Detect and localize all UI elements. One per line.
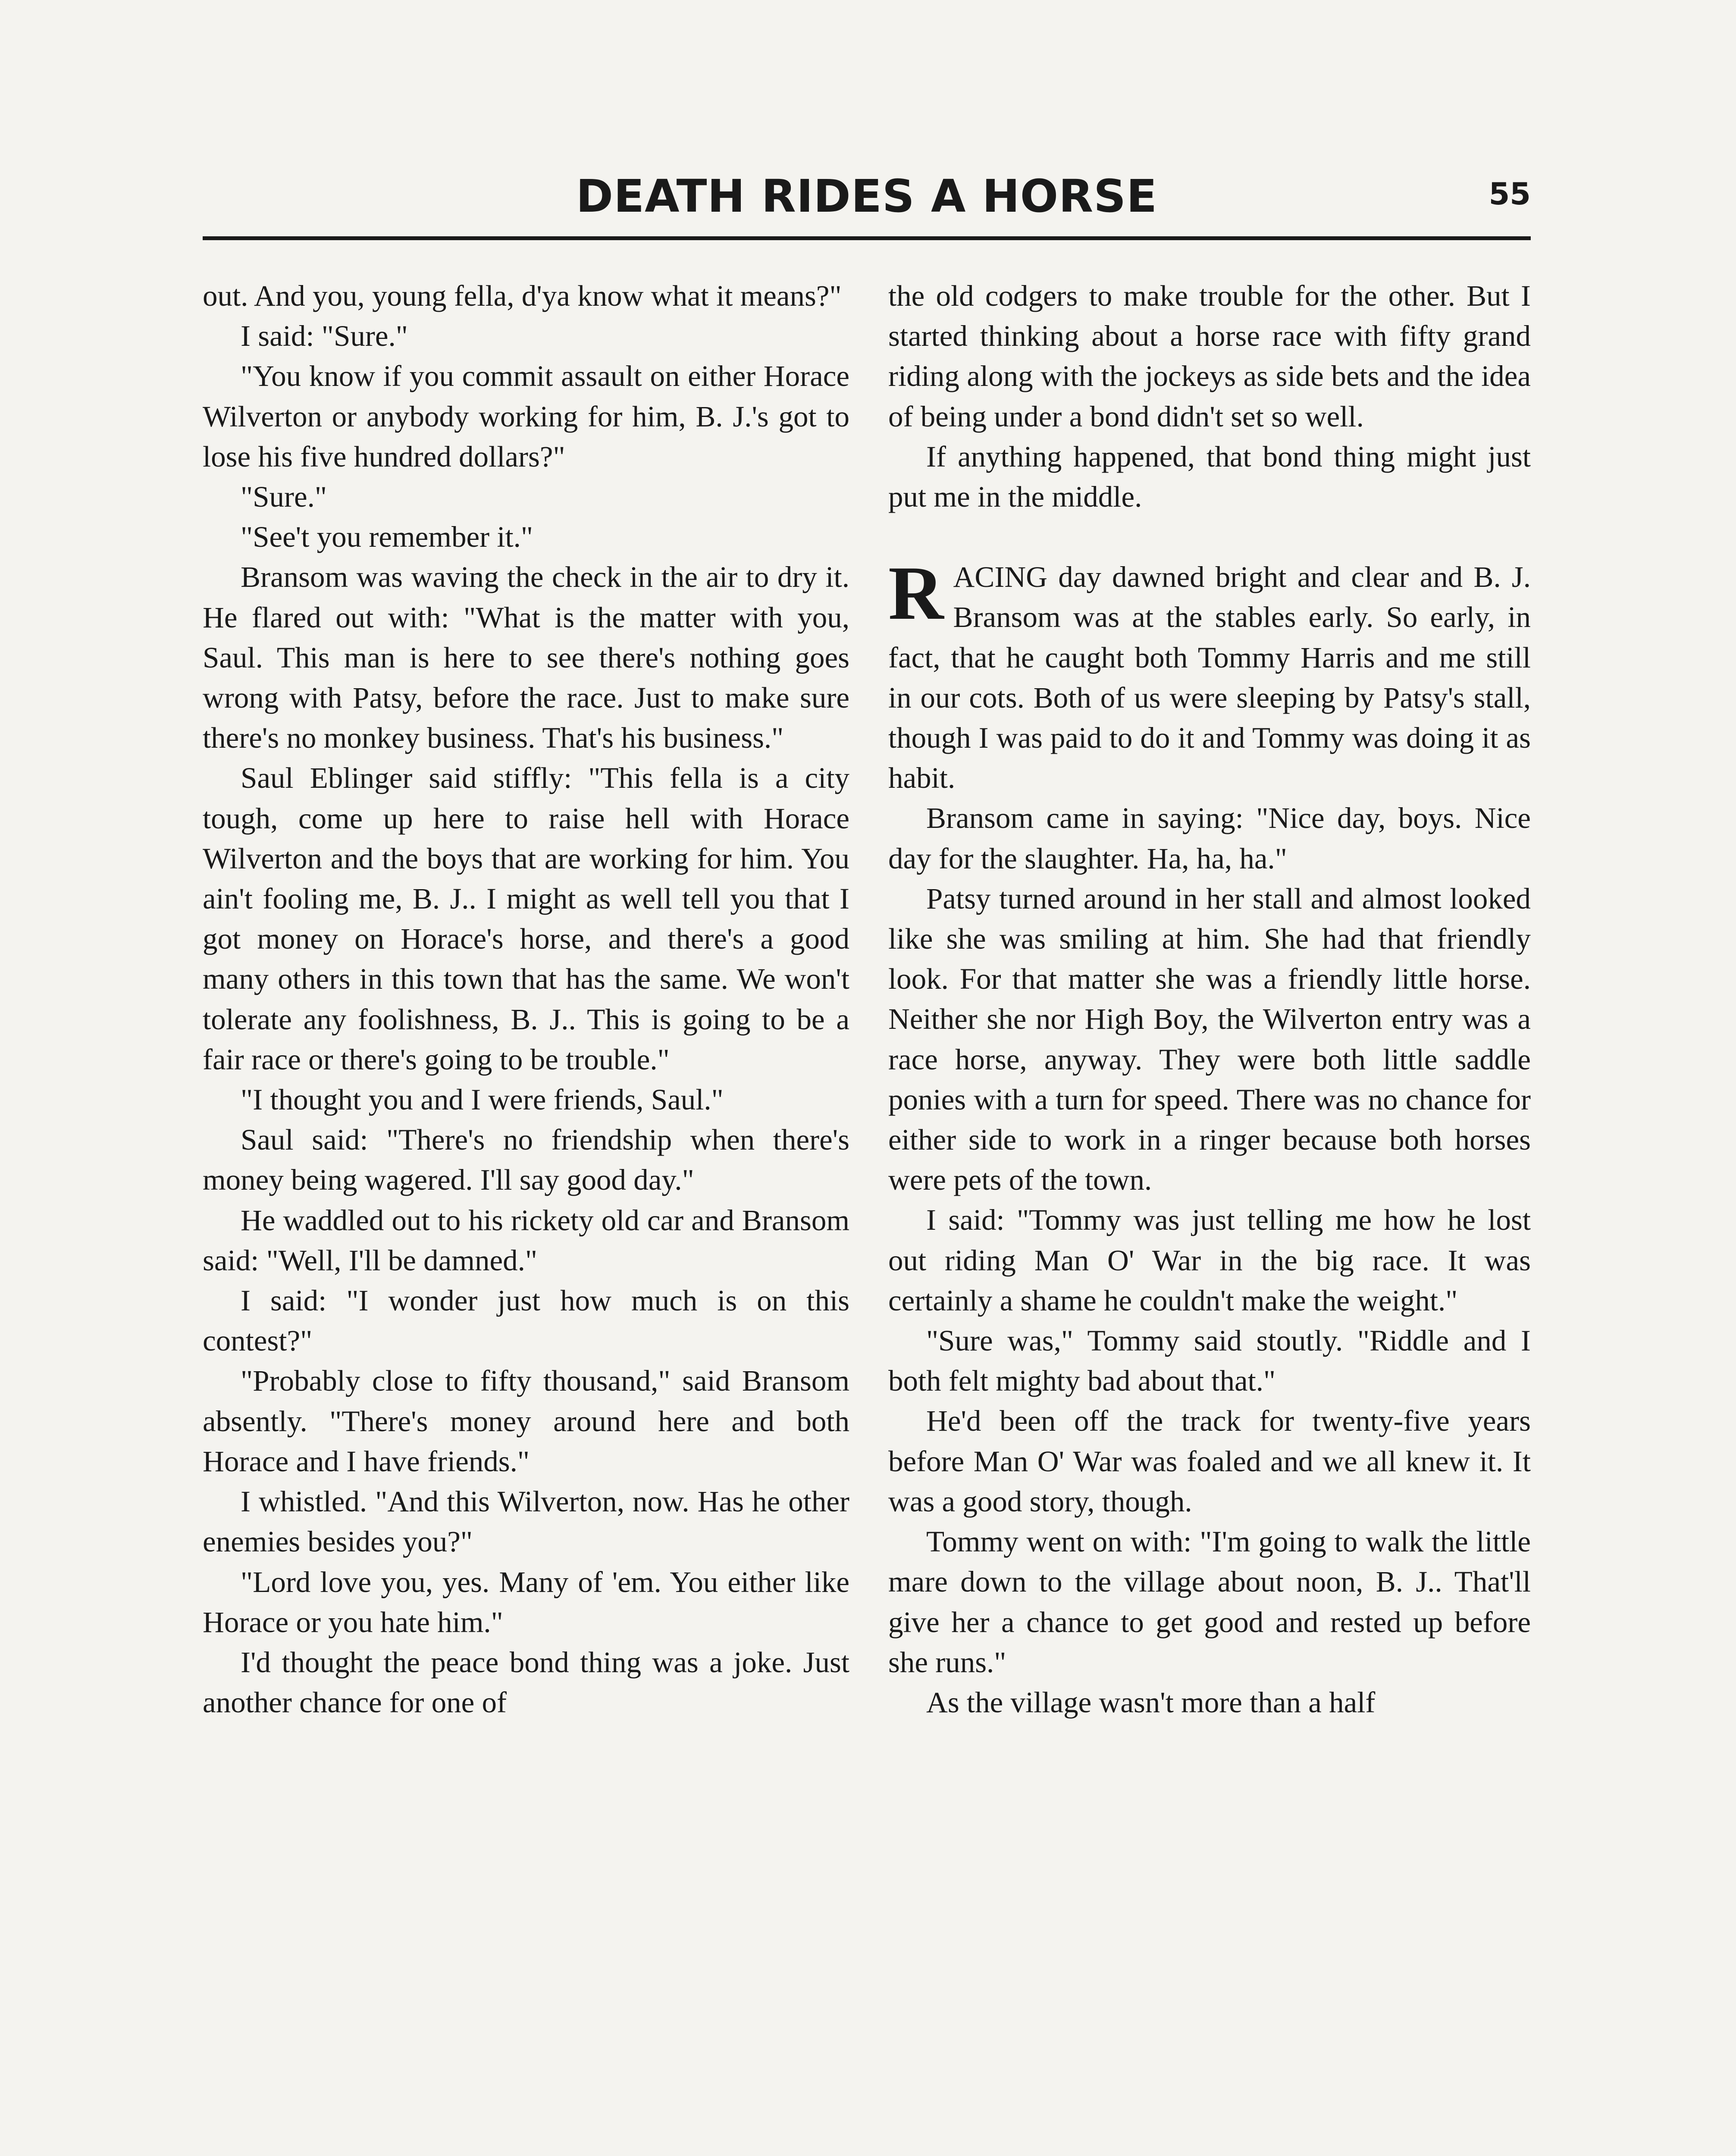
paragraph: He waddled out to his rickety old car and Bransom said: "Well, I'll be damned." xyxy=(203,1203,849,1277)
paragraph: I said: "Tommy was just telling me how he lost out riding Man O' War in the big race. It was certainly a shame he couldn't make the weight." xyxy=(888,1203,1531,1317)
lead-in-caps: ACING xyxy=(953,561,1048,594)
text-column-right xyxy=(888,276,1531,1723)
paragraph: "Sure was," Tommy said stoutly. "Riddle and I both felt mighty bad about that." xyxy=(888,1324,1531,1398)
drop-cap: R xyxy=(888,550,944,636)
paragraph: "Lord love you, yes. Many of 'em. You either like Horace or you hate him." xyxy=(203,1565,849,1639)
section-gap xyxy=(888,517,1531,557)
paragraph: Bransom came in saying: "Nice day, boys. Nice day for the slaughter. Ha, ha, ha." xyxy=(888,802,1531,875)
paragraph: Saul said: "There's no friendship when there's money being wagered. I'll say good day." xyxy=(203,1123,849,1197)
paragraph: Bransom was waving the check in the air to dry it. He flared out with: "What is the matter with you, Saul. This man is here to see there's nothing goes wrong with Patsy, before the race. Just to make sure there's no monkey business. That's his business." xyxy=(203,561,849,755)
paragraph: He'd been off the track for twenty-five years before Man O' War was foaled and we all knew it. It was a good story, though. xyxy=(888,1404,1531,1518)
paragraph: I said: "Sure." xyxy=(241,320,408,353)
paragraph: I said: "I wonder just how much is on this contest?" xyxy=(203,1284,849,1357)
paragraph: I whistled. "And this Wilverton, now. Has he other enemies besides you?" xyxy=(203,1485,849,1558)
text-column-left xyxy=(203,276,849,1723)
paragraph: out. And you, young fella, d'ya know what it means?" xyxy=(203,279,842,312)
paragraph: "See't you remember it." xyxy=(241,520,533,554)
paragraph: the old codgers to make trouble for the other. But I started thinking about a horse race with fifty grand riding along with the jockeys as side bets and the idea of being under a bond didn't set so well. xyxy=(888,279,1531,433)
paragraph: Patsy turned around in her stall and almost looked like she was smiling at him. She had that friendly look. For that matter she was a friendly little horse. Neither she nor High Boy, the Wilverton entry was a race horse, anyway. They were both little saddle ponies with a turn for speed. There was no chance for either side to work in a ringer because both horses were pets of the town. xyxy=(888,882,1531,1197)
paragraph: Saul Eblinger said stiffly: "This fella is a city tough, come up here to raise hell with Horace Wilverton and the boys that are working for him. You ain't fooling me, B. J.. I might as well tell you that I got money on Horace's horse, and there's a good many others in this town that has the same. We won't tolerate any foolishness, B. J.. This is going to be a fair race or there's going to be trouble." xyxy=(203,761,849,1076)
paragraph: "You know if you commit assault on either Horace Wilverton or anybody working for him, B. J.'s got to lose his five hundred dollars?" xyxy=(203,360,849,473)
paragraph: "I thought you and I were friends, Saul." xyxy=(241,1083,724,1116)
paragraph: As the village wasn't more than a half xyxy=(926,1686,1376,1719)
page-header xyxy=(203,168,1531,229)
story-title: DEATH RIDES A HORSE xyxy=(576,170,1158,222)
header-rule xyxy=(203,236,1531,240)
paragraph: Tommy went on with: "I'm going to walk the little mare down to the village about noon, B. J.. That'll give her a chance to get good and rested up before she runs." xyxy=(888,1525,1531,1679)
paragraph: If anything happened, that bond thing might just put me in the middle. xyxy=(888,440,1531,514)
section-opening-paragraph xyxy=(888,550,1531,798)
lead-in-text: day dawned bright and clear and B. J. Bransom was at the stables early. So early, in fact, that he caught both Tommy Harris and me still in our cots. Both of us were sleeping by Patsy's stall, though I was paid to do it and Tommy was doing it as habit. xyxy=(888,561,1531,795)
page-number: 55 xyxy=(1488,176,1531,212)
paragraph: "Sure." xyxy=(241,480,327,514)
paragraph: "Probably close to fifty thousand," said Bransom absently. "There's money around here and both Horace and I have friends." xyxy=(203,1364,849,1478)
paragraph: I'd thought the peace bond thing was a joke. Just another chance for one of xyxy=(203,1645,849,1719)
